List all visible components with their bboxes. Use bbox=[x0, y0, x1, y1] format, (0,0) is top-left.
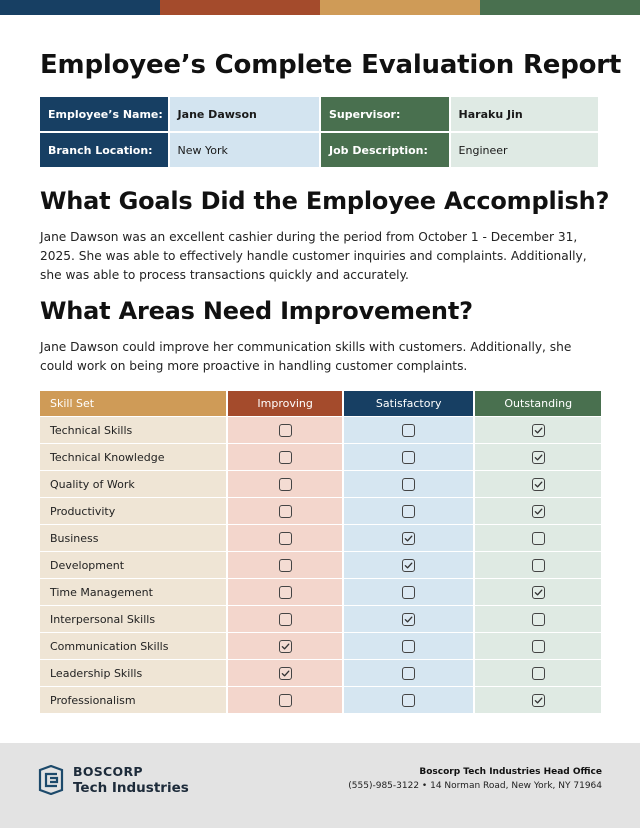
skill-row bbox=[40, 579, 601, 605]
rating-cell-outstanding bbox=[475, 687, 601, 713]
rating-cell-satisfactory bbox=[344, 417, 474, 443]
rating-cell-satisfactory bbox=[344, 471, 474, 497]
rating-checkbox[interactable] bbox=[279, 451, 292, 464]
rating-cell-outstanding bbox=[475, 660, 601, 686]
skill-row bbox=[40, 498, 601, 524]
rating-cell-improving bbox=[228, 525, 342, 551]
skills-table-header bbox=[40, 391, 601, 416]
rating-checkbox[interactable] bbox=[532, 694, 545, 707]
rating-cell-satisfactory bbox=[344, 687, 474, 713]
skill-name: Leadership Skills bbox=[40, 660, 226, 686]
rating-cell-satisfactory bbox=[344, 525, 474, 551]
rating-cell-outstanding bbox=[475, 552, 601, 578]
rating-checkbox[interactable] bbox=[279, 613, 292, 626]
page-title: Employee’s Complete Evaluation Report bbox=[40, 50, 622, 80]
skill-name: Productivity bbox=[40, 498, 226, 524]
rating-cell-improving bbox=[228, 498, 342, 524]
rating-cell-improving bbox=[228, 417, 342, 443]
job-description-value: Engineer bbox=[451, 133, 598, 167]
rating-checkbox[interactable] bbox=[402, 559, 415, 572]
rating-checkbox[interactable] bbox=[402, 667, 415, 680]
skill-row bbox=[40, 525, 601, 551]
color-bar-segment bbox=[320, 0, 480, 15]
rating-checkbox[interactable] bbox=[532, 532, 545, 545]
rating-cell-outstanding bbox=[475, 606, 601, 632]
rating-cell-outstanding bbox=[475, 525, 601, 551]
rating-checkbox[interactable] bbox=[402, 613, 415, 626]
skill-row bbox=[40, 417, 601, 443]
rating-checkbox[interactable] bbox=[532, 559, 545, 572]
rating-checkbox[interactable] bbox=[532, 505, 545, 518]
rating-cell-improving bbox=[228, 471, 342, 497]
rating-checkbox[interactable] bbox=[402, 694, 415, 707]
color-bar-segment bbox=[160, 0, 320, 15]
office-address: (555)-985-3122 • 14 Norman Road, New York, NY 71964 bbox=[348, 781, 602, 791]
rating-cell-outstanding bbox=[475, 444, 601, 470]
skill-name: Time Management bbox=[40, 579, 226, 605]
employee-name-label: Employee’s Name: bbox=[40, 97, 168, 131]
info-row bbox=[40, 97, 598, 131]
rating-cell-improving bbox=[228, 579, 342, 605]
rating-checkbox[interactable] bbox=[279, 586, 292, 599]
branch-location-label: Branch Location: bbox=[40, 133, 168, 167]
skill-name: Professionalism bbox=[40, 687, 226, 713]
employee-info-table bbox=[40, 97, 598, 169]
office-name: Boscorp Tech Industries Head Office bbox=[419, 767, 602, 777]
supervisor-label: Supervisor: bbox=[321, 97, 449, 131]
brand-subtitle: Tech Industries bbox=[73, 780, 189, 796]
header-satisfactory: Satisfactory bbox=[344, 391, 474, 416]
rating-cell-improving bbox=[228, 660, 342, 686]
rating-checkbox[interactable] bbox=[402, 640, 415, 653]
rating-cell-satisfactory bbox=[344, 660, 474, 686]
skill-name: Development bbox=[40, 552, 226, 578]
rating-cell-satisfactory bbox=[344, 444, 474, 470]
rating-cell-satisfactory bbox=[344, 633, 474, 659]
rating-cell-improving bbox=[228, 444, 342, 470]
skill-name: Communication Skills bbox=[40, 633, 226, 659]
job-description-label: Job Description: bbox=[321, 133, 449, 167]
rating-cell-outstanding bbox=[475, 498, 601, 524]
header-improving: Improving bbox=[228, 391, 342, 416]
skill-name: Technical Skills bbox=[40, 417, 226, 443]
rating-checkbox[interactable] bbox=[402, 451, 415, 464]
skills-table-body bbox=[40, 417, 601, 713]
rating-cell-improving bbox=[228, 552, 342, 578]
rating-checkbox[interactable] bbox=[279, 424, 292, 437]
rating-cell-outstanding bbox=[475, 633, 601, 659]
goals-heading: What Goals Did the Employee Accomplish? bbox=[40, 187, 610, 215]
rating-checkbox[interactable] bbox=[532, 586, 545, 599]
skill-row bbox=[40, 633, 601, 659]
employee-name-value: Jane Dawson bbox=[170, 97, 319, 131]
rating-checkbox[interactable] bbox=[279, 667, 292, 680]
rating-cell-improving bbox=[228, 606, 342, 632]
brand-name: BOSCORP bbox=[73, 764, 143, 779]
rating-checkbox[interactable] bbox=[402, 478, 415, 491]
rating-cell-outstanding bbox=[475, 417, 601, 443]
rating-checkbox[interactable] bbox=[279, 640, 292, 653]
rating-checkbox[interactable] bbox=[532, 478, 545, 491]
improvement-heading: What Areas Need Improvement? bbox=[40, 297, 473, 325]
boscorp-logo-icon bbox=[37, 765, 65, 795]
skill-row bbox=[40, 552, 601, 578]
rating-cell-satisfactory bbox=[344, 498, 474, 524]
skill-row bbox=[40, 471, 601, 497]
supervisor-value: Haraku Jin bbox=[451, 97, 598, 131]
skill-name: Interpersonal Skills bbox=[40, 606, 226, 632]
rating-checkbox[interactable] bbox=[402, 586, 415, 599]
top-color-bar bbox=[0, 0, 640, 15]
rating-cell-outstanding bbox=[475, 579, 601, 605]
rating-cell-outstanding bbox=[475, 471, 601, 497]
rating-checkbox[interactable] bbox=[532, 667, 545, 680]
skill-row bbox=[40, 687, 601, 713]
rating-checkbox[interactable] bbox=[279, 532, 292, 545]
rating-cell-satisfactory bbox=[344, 606, 474, 632]
rating-checkbox[interactable] bbox=[532, 613, 545, 626]
rating-cell-improving bbox=[228, 687, 342, 713]
skill-row bbox=[40, 660, 601, 686]
rating-checkbox[interactable] bbox=[402, 505, 415, 518]
skill-row bbox=[40, 444, 601, 470]
skill-name: Quality of Work bbox=[40, 471, 226, 497]
rating-checkbox[interactable] bbox=[279, 694, 292, 707]
header-skill-set: Skill Set bbox=[40, 391, 226, 416]
improvement-text: Jane Dawson could improve her communication skills with customers. Additionally, she could work on being more proactive in handling customer complaints. bbox=[40, 340, 572, 373]
rating-checkbox[interactable] bbox=[279, 559, 292, 572]
rating-checkbox[interactable] bbox=[279, 505, 292, 518]
skill-name: Technical Knowledge bbox=[40, 444, 226, 470]
rating-checkbox[interactable] bbox=[532, 451, 545, 464]
info-row bbox=[40, 133, 598, 167]
rating-cell-satisfactory bbox=[344, 579, 474, 605]
goals-text: Jane Dawson was an excellent cashier during the period from October 1 - December 31, 2025. She was able to effectively handle customer inquiries and complaints. Additionally, she was able to process transactions quickly and accurately. bbox=[40, 230, 587, 282]
rating-cell-satisfactory bbox=[344, 552, 474, 578]
rating-cell-improving bbox=[228, 633, 342, 659]
rating-checkbox[interactable] bbox=[532, 640, 545, 653]
branch-location-value: New York bbox=[170, 133, 319, 167]
skill-row bbox=[40, 606, 601, 632]
skill-name: Business bbox=[40, 525, 226, 551]
color-bar-segment bbox=[0, 0, 160, 15]
footer bbox=[0, 743, 640, 828]
header-outstanding: Outstanding bbox=[475, 391, 601, 416]
rating-checkbox[interactable] bbox=[279, 478, 292, 491]
skills-table bbox=[40, 391, 601, 714]
color-bar-segment bbox=[480, 0, 640, 15]
rating-checkbox[interactable] bbox=[402, 532, 415, 545]
rating-checkbox[interactable] bbox=[532, 424, 545, 437]
rating-checkbox[interactable] bbox=[402, 424, 415, 437]
